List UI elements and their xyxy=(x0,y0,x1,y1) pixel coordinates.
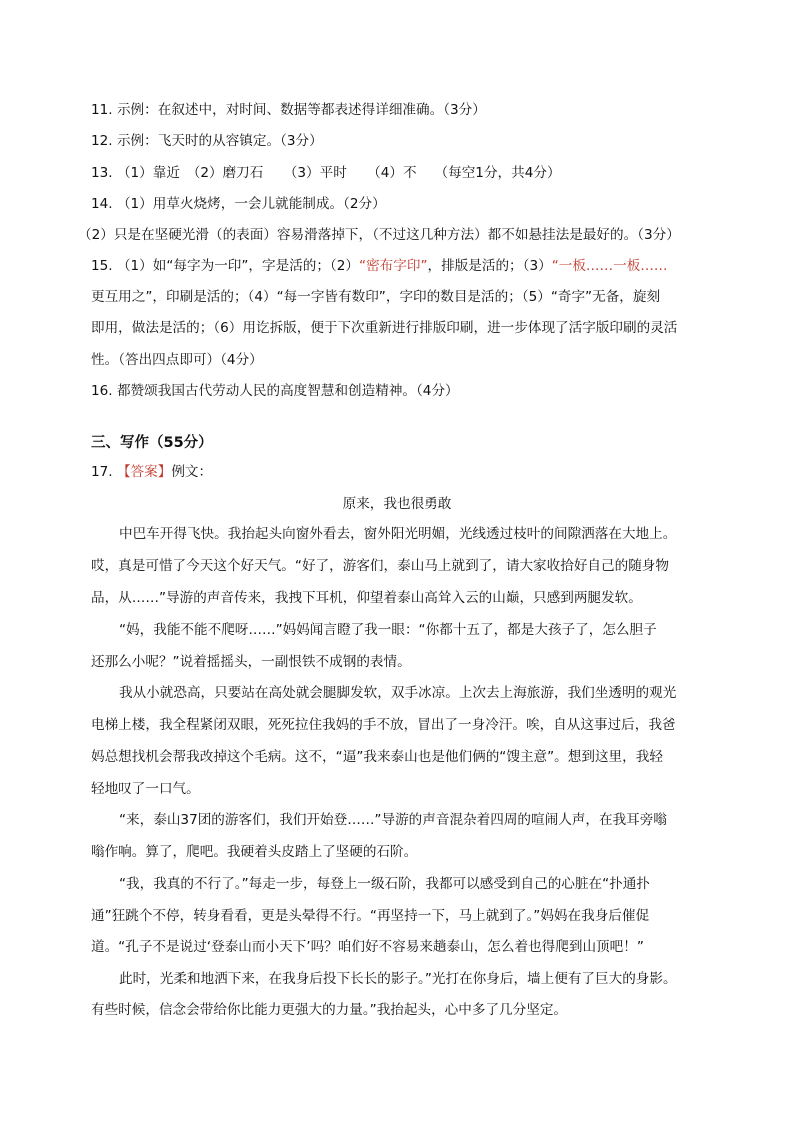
q17-sample-label: 例文： xyxy=(171,464,213,480)
answer-11: 11. 示例：在叙述中，对时间、数据等都表述得详细准确。（3分） xyxy=(91,102,486,118)
essay-line: 品，从……”导游的声音传来，我拽下耳机，仰望着泰山高耸入云的山巅，只感到两腿发软。 xyxy=(91,590,642,606)
answer-15-line4: 性。（答出四点即可）（4分） xyxy=(91,352,263,368)
answer-15-line3: 即用，做法是活的；（6）用讫拆版，便于下次重新进行排版印刷，进一步体现了活字版印刷的灵活 xyxy=(91,320,678,336)
q17-number: 17. xyxy=(91,464,117,480)
essay-line: 还那么小呢？”说着摇摇头，一副恨铁不成钢的表情。 xyxy=(91,654,411,670)
essay-line: “我，我真的不行了。”每走一步，每登上一级石阶，我都可以感受到自己的心脏在“扑通扑 xyxy=(119,876,650,892)
answer-13: 13. （1）靠近 （2）磨刀石 （3）平时 （4）不 （每空1分，共4分） xyxy=(91,165,561,181)
essay-line: 嗡作响。算了，爬吧。我硬着头皮踏上了坚硬的石阶。 xyxy=(91,844,418,860)
answer-15-text-a: 15. （1）如“每字为一印”，字是活的；（2） xyxy=(91,258,360,274)
essay-line: 有些时候，信念会带给你比能力更强大的力量。”我抬起头，心中多了几分坚定。 xyxy=(91,1002,568,1018)
essay-line: 此时，光柔和地洒下来，在我身后投下长长的影子。”光打在你身后，墙上便有了巨大的身影。 xyxy=(119,971,677,987)
essay-line: 我从小就恐高，只要站在高处就会腿脚发软，双手冰凉。上次去上海旅游，我们坐透明的观光 xyxy=(119,685,677,701)
essay-line: 道。“孔子不是说过‘登泰山而小天下’吗？咱们好不容易来趟泰山，怎么着也得爬到山顶吧！” xyxy=(91,939,644,955)
answer-15-highlight-d: “一板……一板…… xyxy=(551,258,668,274)
answer-14-part1: 14. （1）用草火烧烤，一会儿就能制成。（2分） xyxy=(91,196,386,212)
answer-15-text-c: ，排版是活的；（3） xyxy=(427,258,552,274)
essay-line: 电梯上楼，我全程紧闭双眼，死死拉住我妈的手不放，冒出了一身冷汗。唉，自从这事过后，我爸 xyxy=(91,717,676,733)
essay-title: 原来，我也很勇敢 xyxy=(342,496,452,512)
essay-line: 妈总想找机会帮我改掉这个毛病。这不，“逼”我来泰山也是他们俩的“馊主意”。想到这里，我轻 xyxy=(91,749,663,765)
answer-15-line1 xyxy=(91,256,714,276)
section-heading-writing: 三、写作（55分） xyxy=(91,435,213,451)
essay-line: “妈，我能不能不爬呀……”妈妈闻言瞪了我一眼：“你都十五了，都是大孩子了，怎么胆子 xyxy=(119,622,657,638)
answer-16: 16. 都赞颂我国古代劳动人民的高度智慧和创造精神。（4分） xyxy=(91,383,459,399)
answer-tag: 【答案】 xyxy=(116,464,172,480)
answer-15-line2: 更互用之”，印刷是活的；（4）“每一字皆有数印”，字印的数目是活的；（5）“奇字”无备，旋刻 xyxy=(91,289,661,305)
essay-line: 中巴车开得飞快。我抬起头向窗外看去，窗外阳光明媚，光线透过枝叶的间隙洒落在大地上。 xyxy=(119,526,677,542)
essay-line: 哎，真是可惜了今天这个好天气。“好了，游客们，泰山马上就到了，请大家收拾好自己的随身物 xyxy=(91,558,669,574)
answer-15-highlight-b: “密布字印” xyxy=(359,258,428,274)
essay-line: 通”狂跳个不停，转身看看，更是头晕得不行。“再坚持一下，马上就到了。”妈妈在我身后催促 xyxy=(91,908,650,924)
essay-line: 轻地叹了一口气。 xyxy=(91,781,200,797)
question-17-label xyxy=(91,462,714,482)
essay-line: “来，泰山37团的游客们，我们开始登……”导游的声音混杂着四周的喧闹人声，在我耳旁嗡 xyxy=(119,812,667,828)
answer-14-part2: （2）只是在坚硬光滑（的表面）容易滑落掉下，（不过这几种方法）都不如悬挂法是最好的。（3分） xyxy=(78,227,680,243)
answer-12: 12. 示例：飞天时的从容镇定。（3分） xyxy=(91,133,323,149)
